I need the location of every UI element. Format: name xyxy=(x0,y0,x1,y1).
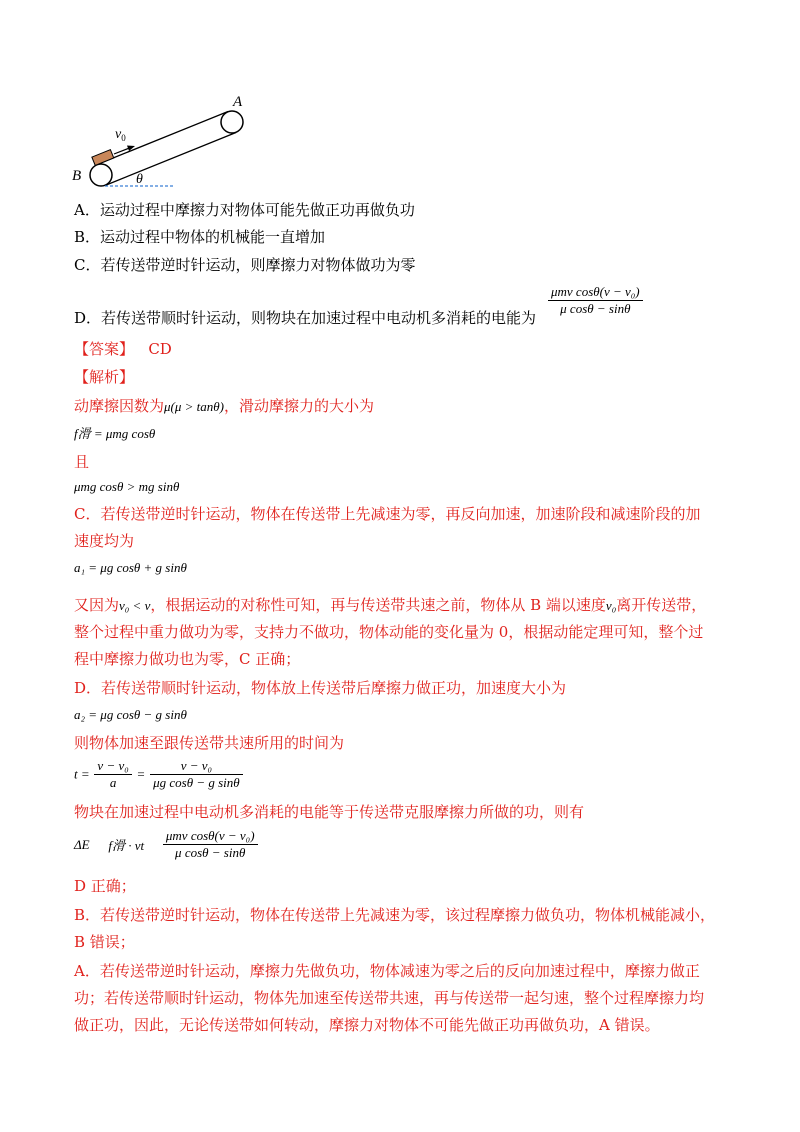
label-b: B xyxy=(72,168,82,184)
answer-value: CD xyxy=(148,340,172,358)
formula-a2: a₂ = μg cosθ − g sinθ xyxy=(74,707,187,722)
analysis-a-1: A．若传送带逆时针运动，摩擦力先做负功，物体减速为零之后的反向加速过程中，摩擦力做正 xyxy=(74,962,700,980)
option-b: B．运动过程中物体的机械能一直增加 xyxy=(74,228,326,246)
option-a: A．运动过程中摩擦力对物体可能先做正功再做负功 xyxy=(74,201,415,219)
analysis-c-5: 程中摩擦力做功也为零，C 正确； xyxy=(74,650,301,668)
analysis-a-2: 功；若传送带顺时针运动，物体先加速至传送带共速，再与传送带一起匀速，整个过程摩擦力均 xyxy=(74,989,705,1007)
analysis-c-4: 整个过程中重力做功为零，支持力不做功，物体动能的变化量为 0，根据动能定理可知，整个过 xyxy=(74,623,704,641)
analysis-c-2: 速度均为 xyxy=(74,532,135,550)
option-d-formula: μmv cosθ(v − v₀) μ cosθ − sinθ xyxy=(548,284,643,317)
analysis-b-1: B．若传送带逆时针运动，物体在传送带上先减速为零，该过程摩擦力做负功，物体机械能减小， xyxy=(74,906,716,924)
formula-inequality: μmg cosθ > mg sinθ xyxy=(74,479,180,494)
formula-energy: ΔE f滑 · vt $\frac{\text{μmv cosθ(v − v₀)}}{\text{μ cosθ − sinθ}}$ xyxy=(74,828,258,861)
block xyxy=(92,150,114,166)
option-c: C．若传送带逆时针运动，则摩擦力对物体做功为零 xyxy=(74,256,416,274)
formula-a1: a₁ = μg cosθ + g sinθ xyxy=(74,560,187,575)
analysis-a-3: 做正功，因此，无论传送带如何转动，摩擦力对物体不可能先做正功再做负功，A 错误。 xyxy=(74,1016,660,1034)
analysis-c-3: 又因为v₀ < v，根据运动的对称性可知，再与传送带共速之前，物体从 B 端以速度v₀离开传送带， xyxy=(74,596,707,614)
option-d-text: D．若传送带顺时针运动，则物块在加速过程中电动机多消耗的电能为 xyxy=(74,309,537,327)
analysis-label: 【解析】 xyxy=(74,368,135,386)
analysis-d-4: D 正确； xyxy=(74,877,136,895)
analysis-line-1: 动摩擦因数为μ(μ > tanθ)，滑动摩擦力的大小为 xyxy=(74,397,375,415)
answer-line xyxy=(74,338,172,360)
analysis-d-2: 则物体加速至跟传送带共速所用的时间为 xyxy=(74,734,345,752)
analysis-and: 且 xyxy=(74,453,90,471)
pulley-a xyxy=(221,111,243,133)
analysis-c-1: C．若传送带逆时针运动，物体在传送带上先减速为零，再反向加速，加速阶段和减速阶段的加 xyxy=(74,505,701,523)
label-v0: $v_0$ xyxy=(115,127,126,143)
option-d xyxy=(74,307,536,329)
answer-label: 【答案】 xyxy=(74,340,135,358)
analysis-d-1: D．若传送带顺时针运动，物体放上传送带后摩擦力做正功，加速度大小为 xyxy=(74,679,567,697)
label-theta: θ xyxy=(136,172,143,187)
formula-friction: f滑 = μmg cosθ xyxy=(74,426,156,441)
analysis-b-2: B 错误； xyxy=(74,933,135,951)
analysis-d-3: 物块在加速过程中电动机多消耗的电能等于传送带克服摩擦力所做的功，则有 xyxy=(74,803,585,821)
formula-time: t = $\frac{\text{v − v₀}}{a}$ = $\frac{\text{v − v₀}}{\text{μg cosθ − g sinθ}}$ xyxy=(74,758,243,791)
pulley-b xyxy=(90,164,112,186)
conveyor-belt-diagram xyxy=(70,88,260,193)
label-a: A xyxy=(233,94,243,110)
